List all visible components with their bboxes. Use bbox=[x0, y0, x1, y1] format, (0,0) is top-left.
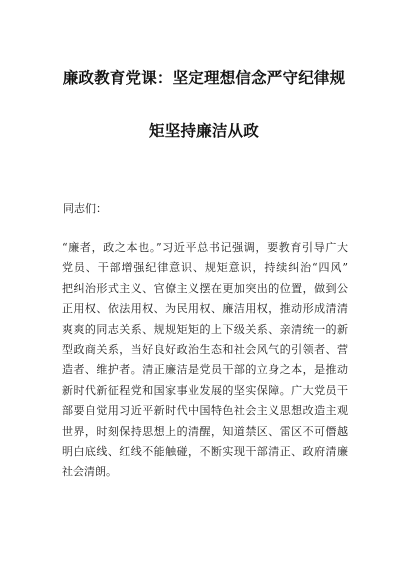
body-line: 爽爽的同志关系、规规矩矩的上下级关系、亲清统一的新 bbox=[62, 322, 348, 336]
body-line: 世界，时刻保持思想上的清醒，知道禁区、雷区不可僭越 bbox=[62, 424, 348, 438]
body-line: 造者、维护者。清正廉洁是党员干部的立身之本，是推动 bbox=[62, 363, 348, 377]
body-line: 党员、干部增强纪律意识、规矩意识，持续纠治“四风” bbox=[62, 261, 348, 275]
body-line: “廉者，政之本也。”习近平总书记强调，要教育引导广大 bbox=[62, 241, 348, 254]
body-line: 型政商关系，当好良好政治生态和社会风气的引领者、营 bbox=[62, 343, 348, 357]
body-paragraph bbox=[62, 238, 348, 483]
document-title-line-2: 矩坚持廉洁从政 bbox=[149, 122, 259, 140]
body-line: 部要自觉用习近平新时代中国特色社会主义思想改造主观 bbox=[62, 404, 348, 418]
document-title-line-1: 廉政教育党课：坚定理想信念严守纪律规 bbox=[62, 69, 346, 87]
greeting: 同志们： bbox=[63, 202, 107, 215]
body-line: 社会清朗。 bbox=[62, 465, 117, 479]
body-line: 明白底线、红线不能触碰，不断实现干部清正、政府清廉 bbox=[62, 445, 348, 459]
body-line: 新时代新征程党和国家事业发展的坚实保障。广大党员干 bbox=[62, 383, 348, 397]
body-line: 把纠治形式主义、官僚主义摆在更加突出的位置，做到公 bbox=[62, 281, 348, 295]
body-line: 正用权、依法用权、为民用权、廉洁用权，推动形成清清 bbox=[62, 302, 348, 316]
